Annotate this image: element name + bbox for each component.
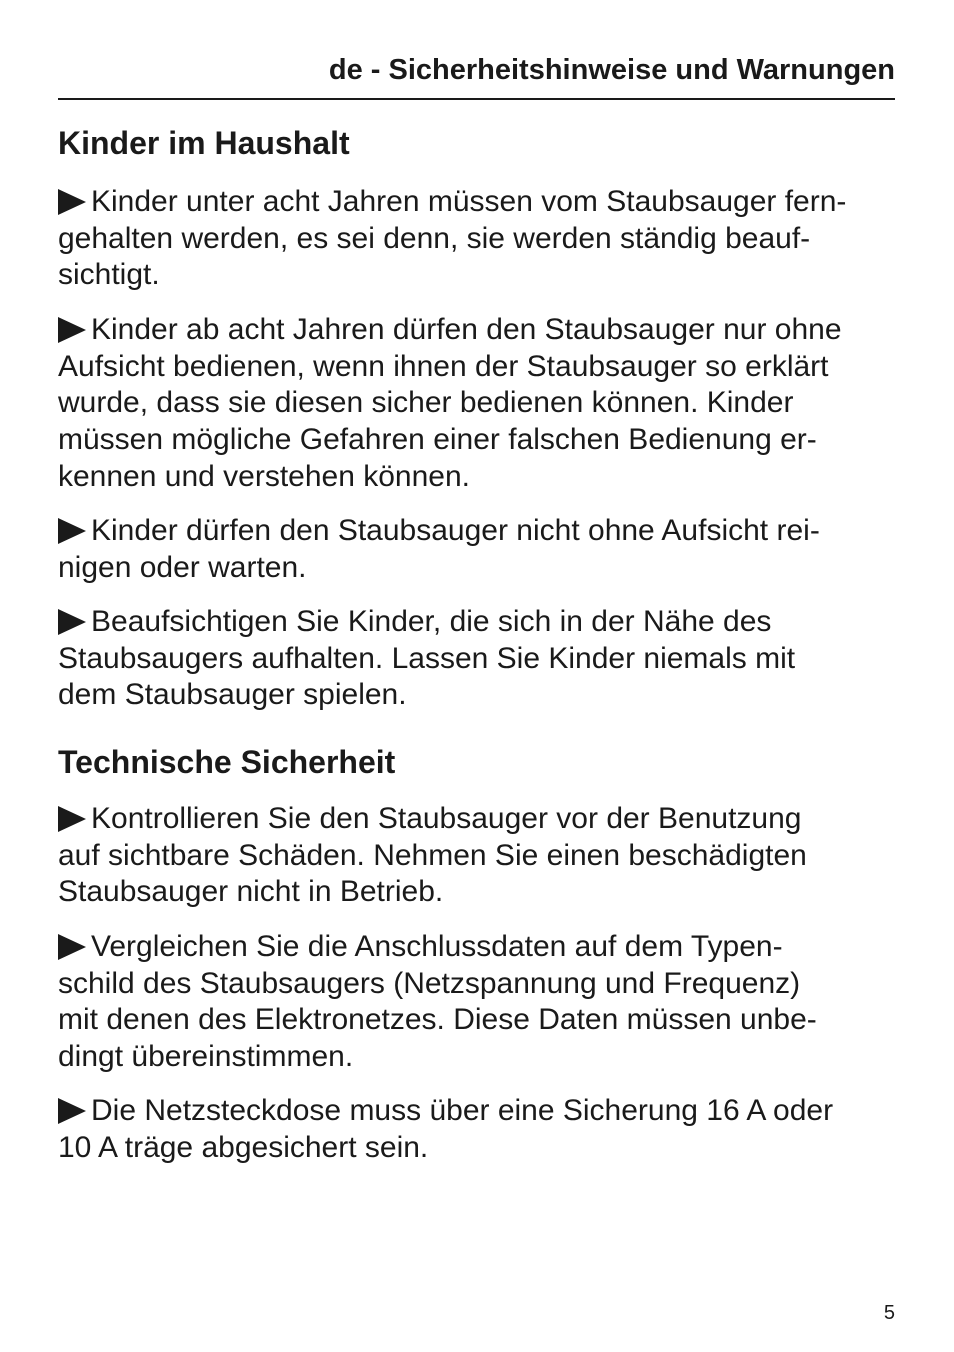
page-header-title: de - Sicherheitshinweise und Warnungen: [328, 54, 895, 86]
item-text-line: nigen oder warten.: [58, 550, 307, 584]
safety-item: [58, 801, 903, 911]
bullet-arrow-icon: [58, 609, 86, 635]
item-text-line: kennen und verstehen können.: [58, 459, 470, 493]
bullet-arrow-icon: [58, 934, 86, 960]
item-text-line: schild des Staubsaugers (Netzspannung und Frequenz): [58, 966, 801, 1000]
item-text-line: müssen mögliche Gefahren einer falschen Bedienung er-: [58, 423, 817, 457]
item-text-line: Kinder unter acht Jahren müssen vom Staubsauger fern-: [91, 185, 847, 218]
item-text-line: 10 A träge abgesichert sein.: [58, 1130, 429, 1164]
section-heading-kinder-im-haushalt: Kinder im Haushalt: [58, 125, 350, 161]
item-text-line: sichtigt.: [58, 258, 160, 292]
safety-item: [58, 604, 903, 714]
item-text-line: Staubsauger nicht in Betrieb.: [58, 875, 444, 909]
item-text-line: dem Staubsauger spielen.: [58, 678, 407, 712]
item-text-line: Staubsaugers aufhalten. Lassen Sie Kinder niemals mit: [58, 641, 796, 675]
item-text-line: Kinder dürfen den Staubsauger nicht ohne Aufsicht rei-: [91, 514, 820, 547]
bullet-arrow-icon: [58, 317, 86, 343]
safety-item: [58, 312, 903, 496]
item-text-line: auf sichtbare Schäden. Nehmen Sie einen beschädigten: [58, 838, 807, 872]
item-text-line: gehalten werden, es sei denn, sie werden ständig beauf-: [58, 221, 811, 255]
item-text-line: Kontrollieren Sie den Staubsauger vor der Benutzung: [91, 802, 802, 835]
safety-item: [58, 184, 903, 294]
item-text-line: Aufsicht bedienen, wenn ihnen der Staubsauger so erklärt: [58, 349, 829, 383]
header-divider: [58, 98, 895, 100]
safety-item: [58, 929, 903, 1076]
item-text-line: wurde, dass sie diesen sicher bedienen können. Kinder: [58, 386, 794, 420]
bullet-arrow-icon: [58, 1098, 86, 1124]
bullet-arrow-icon: [58, 518, 86, 544]
item-text-line: Beaufsichtigen Sie Kinder, die sich in der Nähe des: [91, 605, 772, 638]
item-text-line: Vergleichen Sie die Anschlussdaten auf dem Typen-: [91, 930, 783, 963]
bullet-arrow-icon: [58, 806, 86, 832]
item-text-line: Die Netzsteckdose muss über eine Sicherung 16 A oder: [91, 1094, 834, 1127]
safety-item: [58, 1093, 903, 1166]
item-text-line: dingt übereinstimmen.: [58, 1040, 354, 1074]
bullet-arrow-icon: [58, 189, 86, 215]
item-text-line: mit denen des Elektronetzes. Diese Daten müssen unbe-: [58, 1003, 817, 1037]
item-text-line: Kinder ab acht Jahren dürfen den Staubsauger nur ohne: [91, 313, 842, 346]
section-heading-technische-sicherheit: Technische Sicherheit: [58, 744, 396, 780]
safety-item: [58, 513, 903, 586]
page-number: 5: [883, 1302, 895, 1324]
